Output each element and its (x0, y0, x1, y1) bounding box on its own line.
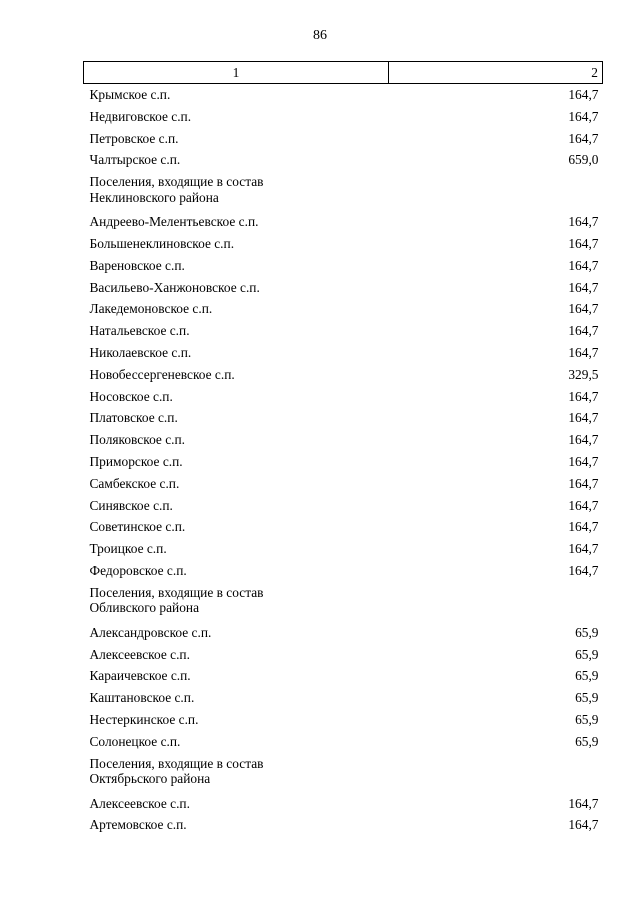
settlement-value: 164,7 (568, 388, 599, 404)
settlement-value: 164,7 (568, 87, 599, 102)
settlement-name: Каштановское с.п. (89, 690, 195, 706)
table-row (84, 429, 603, 451)
settlement-value: 164,7 (568, 130, 599, 146)
settlement-name: Васильево-Ханжоновское с.п. (89, 279, 260, 295)
settlement-value: 164,7 (568, 432, 599, 448)
table-row (84, 560, 603, 582)
settlement-value: 164,7 (568, 497, 599, 513)
group-heading (84, 582, 389, 622)
settlement-value: 65,9 (575, 690, 599, 706)
settlement-name: Чалтырское с.п. (89, 152, 181, 168)
settlement-name: Артемовское с.п. (89, 817, 187, 833)
group-heading-empty-cell (389, 582, 603, 622)
settlement-name: Троицкое с.п. (89, 541, 167, 557)
table-row (84, 687, 603, 709)
settlement-value: 164,7 (568, 108, 599, 124)
group-heading-empty-cell (389, 171, 603, 211)
settlement-name: Николаевское с.п. (89, 344, 192, 360)
settlement-value: 164,7 (568, 257, 599, 273)
settlement-value: 65,9 (575, 711, 599, 727)
settlement-name: Солонецкое с.п. (89, 733, 181, 749)
settlement-value: 164,7 (568, 519, 599, 535)
settlement-value: 164,7 (568, 562, 599, 578)
settlement-name: Лакедемоновское с.п. (89, 301, 213, 317)
table-row (84, 128, 603, 150)
settlement-name: Алексеевское с.п. (89, 646, 190, 662)
settlement-name: Вареновское с.п. (89, 257, 185, 273)
group-heading-line: Октябрьского района (89, 771, 211, 787)
group-heading (84, 753, 389, 793)
settlement-value: 164,7 (568, 475, 599, 491)
settlement-value: 164,7 (568, 301, 599, 317)
settlement-value: 329,5 (568, 366, 599, 382)
table-row (84, 277, 603, 299)
settlement-value: 164,7 (568, 795, 599, 811)
table-row (84, 495, 603, 517)
table-row (84, 665, 603, 687)
group-heading-row (84, 171, 603, 211)
page-number: 86 (313, 28, 327, 43)
table-row (84, 516, 603, 538)
table-row (84, 793, 603, 815)
settlement-name: Поляковское с.п. (89, 432, 186, 448)
table-row (84, 386, 603, 408)
settlement-name: Петровское с.п. (89, 130, 179, 146)
settlement-value: 164,7 (568, 279, 599, 295)
group-heading-row (84, 753, 603, 793)
settlement-name: Караичевское с.п. (89, 668, 191, 684)
settlement-value: 164,7 (568, 817, 599, 833)
group-heading-line: Поселения, входящие в состав (89, 174, 264, 190)
group-heading-row (84, 582, 603, 622)
settlement-value: 65,9 (575, 646, 599, 662)
table-header-row (84, 62, 603, 84)
settlement-name: Нестеркинское с.п. (89, 711, 199, 727)
settlement-value: 164,7 (568, 323, 599, 339)
settlement-name: Александровское с.п. (89, 624, 212, 640)
table-row (84, 255, 603, 277)
table-row (84, 538, 603, 560)
settlement-name: Советинское с.п. (89, 519, 186, 535)
settlement-value: 65,9 (575, 733, 599, 749)
table-row (84, 364, 603, 386)
group-heading-line: Неклиновского района (89, 189, 219, 205)
settlement-name: Синявское с.п. (89, 497, 173, 513)
settlement-name: Федоровское с.п. (89, 562, 187, 578)
group-heading-line: Поселения, входящие в состав (89, 584, 264, 600)
settlement-value: 164,7 (568, 410, 599, 426)
table-row (84, 709, 603, 731)
table-row (84, 731, 603, 753)
table-row (84, 106, 603, 128)
settlement-value: 65,9 (575, 668, 599, 684)
settlement-value: 164,7 (568, 541, 599, 557)
table-row (84, 298, 603, 320)
settlement-name: Алексеевское с.п. (89, 795, 190, 811)
settlement-value: 164,7 (568, 453, 599, 469)
group-heading-empty-cell (389, 753, 603, 793)
settlement-name: Самбекское с.п. (89, 475, 180, 491)
group-heading-line: Поселения, входящие в состав (89, 755, 264, 771)
group-heading (84, 171, 389, 211)
table-row (84, 407, 603, 429)
settlement-name: Большенеклиновское с.п. (89, 235, 235, 251)
settlement-value: 659,0 (568, 152, 599, 168)
table-row (84, 473, 603, 495)
settlement-value: 164,7 (568, 235, 599, 251)
settlement-name: Крымское с.п. (89, 87, 171, 102)
table-row (84, 233, 603, 255)
settlement-name: Носовское с.п. (89, 388, 173, 404)
settlement-value: 164,7 (568, 214, 599, 230)
table-row (84, 149, 603, 171)
table-row (84, 84, 603, 106)
column-header-1: 1 (84, 62, 389, 84)
settlement-name: Андреево-Мелентьевское с.п. (89, 214, 259, 230)
settlement-name: Приморское с.п. (89, 453, 183, 469)
table-row (84, 320, 603, 342)
settlement-name: Недвиговское с.п. (89, 108, 192, 124)
table-row (84, 622, 603, 644)
settlement-name: Новобессергеневское с.п. (89, 366, 235, 382)
settlement-name: Платовское с.п. (89, 410, 178, 426)
table-row (84, 814, 603, 836)
table-row (84, 342, 603, 364)
table-row (84, 211, 603, 233)
table-row (84, 644, 603, 666)
settlement-value: 164,7 (568, 344, 599, 360)
settlements-table (83, 61, 603, 836)
settlement-value: 65,9 (575, 624, 599, 640)
group-heading-line: Обливского района (89, 600, 200, 616)
table-row (84, 451, 603, 473)
table-body (84, 84, 603, 837)
column-header-2: 2 (389, 62, 603, 84)
settlement-name: Натальевское с.п. (89, 323, 190, 339)
